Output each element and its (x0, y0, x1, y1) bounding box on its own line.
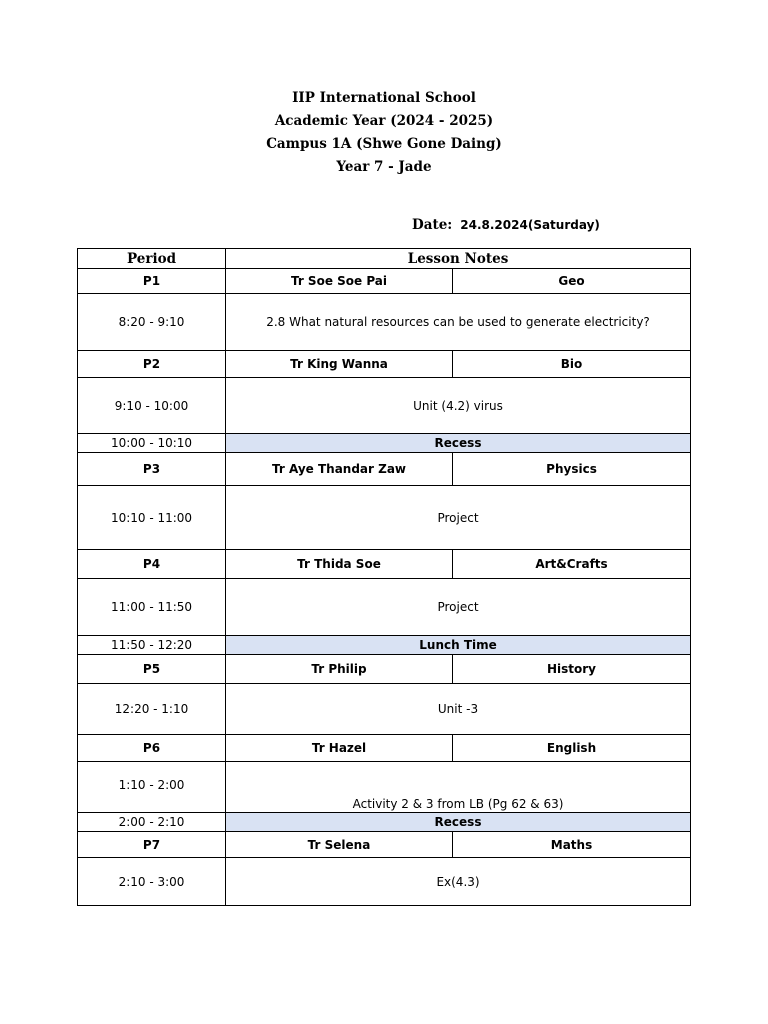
lesson-notes: Unit (4.2) virus (226, 378, 691, 434)
lesson-row-p1 (78, 294, 691, 351)
period-header: Period (78, 249, 226, 269)
period-label: P7 (78, 832, 226, 858)
date-value: 24.8.2024(Saturday) (460, 218, 600, 232)
period-label: P4 (78, 550, 226, 579)
break-time: 10:00 - 10:10 (78, 434, 226, 453)
break-row-recess-1 (78, 434, 691, 453)
class-name: Year 7 - Jade (336, 159, 432, 175)
teacher-name: Tr King Wanna (226, 351, 453, 378)
lesson-notes: Project (226, 486, 691, 550)
date-label: Date: (412, 217, 453, 233)
period-row-p1 (78, 269, 691, 294)
subject-name: English (453, 735, 691, 762)
teacher-name: Tr Selena (226, 832, 453, 858)
teacher-name: Tr Hazel (226, 735, 453, 762)
time-slot: 8:20 - 9:10 (78, 294, 226, 351)
period-label: P5 (78, 655, 226, 684)
period-row-p3 (78, 453, 691, 486)
lesson-row-p4 (78, 579, 691, 636)
break-time: 2:00 - 2:10 (78, 813, 226, 832)
lesson-row-p5 (78, 684, 691, 735)
period-row-p7 (78, 832, 691, 858)
subject-name: Physics (453, 453, 691, 486)
break-row-lunch (78, 636, 691, 655)
time-slot: 10:10 - 11:00 (78, 486, 226, 550)
lesson-notes: Ex(4.3) (226, 858, 691, 906)
teacher-name: Tr Philip (226, 655, 453, 684)
date-line (412, 216, 600, 234)
break-time: 11:50 - 12:20 (78, 636, 226, 655)
subject-name: Geo (453, 269, 691, 294)
period-row-p4 (78, 550, 691, 579)
period-row-p5 (78, 655, 691, 684)
period-row-p6 (78, 735, 691, 762)
break-label: Recess (226, 434, 691, 453)
timetable (77, 248, 691, 906)
period-label: P2 (78, 351, 226, 378)
lesson-notes: Activity 2 & 3 from LB (Pg 62 & 63) (226, 762, 691, 813)
campus-name: Campus 1A (Shwe Gone Daing) (266, 136, 502, 152)
lesson-notes: Unit -3 (226, 684, 691, 735)
break-row-recess-2 (78, 813, 691, 832)
lesson-notes: 2.8 What natural resources can be used to generate electricity? (226, 294, 691, 351)
time-slot: 2:10 - 3:00 (78, 858, 226, 906)
break-label: Lunch Time (226, 636, 691, 655)
lesson-row-p7 (78, 858, 691, 906)
teacher-name: Tr Thida Soe (226, 550, 453, 579)
header-row (78, 249, 691, 269)
time-slot: 1:10 - 2:00 (78, 762, 226, 813)
lesson-row-p2 (78, 378, 691, 434)
school-name: IIP International School (292, 90, 476, 106)
subject-name: Bio (453, 351, 691, 378)
subject-name: Maths (453, 832, 691, 858)
time-slot: 12:20 - 1:10 (78, 684, 226, 735)
break-label: Recess (226, 813, 691, 832)
time-slot: 11:00 - 11:50 (78, 579, 226, 636)
lesson-row-p3 (78, 486, 691, 550)
teacher-name: Tr Soe Soe Pai (226, 269, 453, 294)
lesson-notes-header: Lesson Notes (226, 249, 691, 269)
subject-name: History (453, 655, 691, 684)
period-label: P6 (78, 735, 226, 762)
lesson-notes: Project (226, 579, 691, 636)
academic-year: Academic Year (2024 - 2025) (274, 113, 494, 129)
lesson-row-p6 (78, 762, 691, 813)
period-row-p2 (78, 351, 691, 378)
period-label: P3 (78, 453, 226, 486)
subject-name: Art&Crafts (453, 550, 691, 579)
time-slot: 9:10 - 10:00 (78, 378, 226, 434)
teacher-name: Tr Aye Thandar Zaw (226, 453, 453, 486)
period-label: P1 (78, 269, 226, 294)
